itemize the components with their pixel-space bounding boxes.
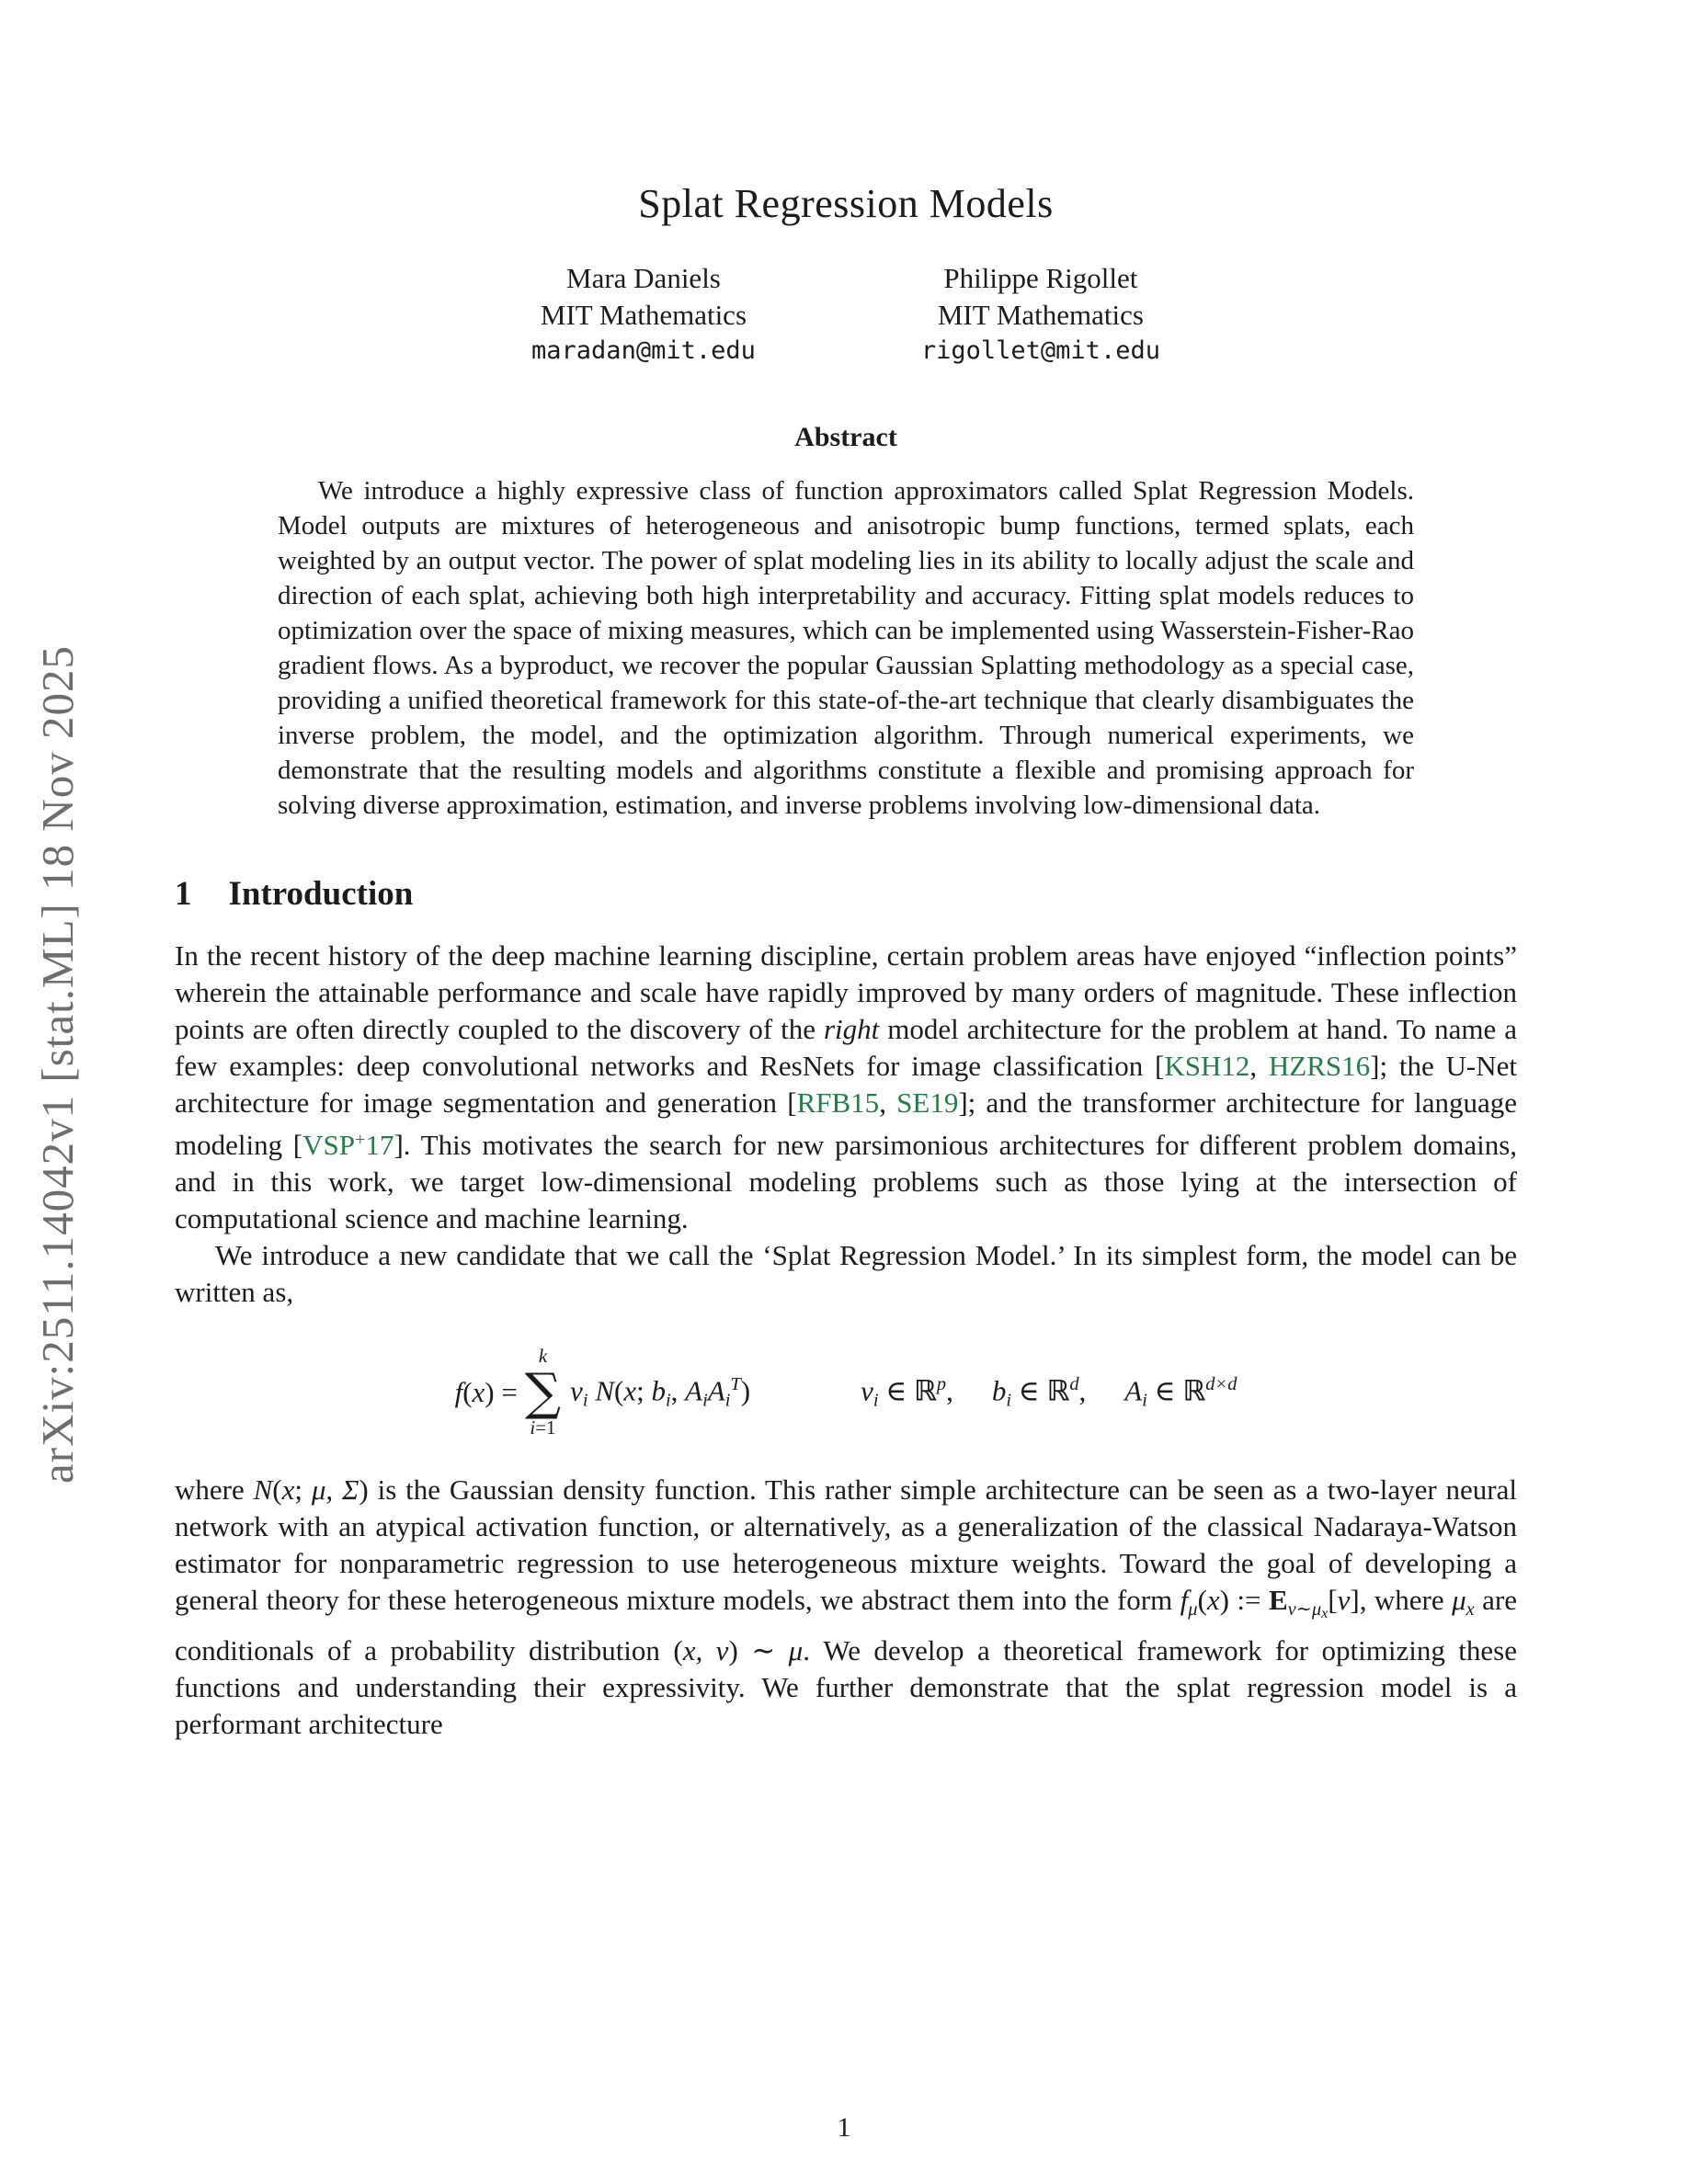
text-segment: , [1249, 1050, 1269, 1082]
paper-content [175, 0, 1517, 1743]
text-segment: x [281, 1473, 295, 1507]
summation-symbol [525, 1346, 561, 1439]
text-segment: v [861, 1373, 873, 1406]
text-segment: ]; and the transformer architecture for language modeling [ [175, 1086, 1518, 1162]
author-affiliation: MIT Mathematics [540, 299, 747, 331]
text-segment: , [879, 1086, 897, 1119]
text-segment: x [472, 1375, 485, 1408]
text-segment: where [175, 1473, 254, 1507]
text-segment: i [1142, 1390, 1147, 1410]
intro-paragraph-3 [175, 1472, 1517, 1743]
text-segment: d×d [1205, 1373, 1237, 1394]
splat-model-equation [175, 1346, 1517, 1439]
text-segment: v [1337, 1584, 1351, 1617]
page-number: 1 [837, 2112, 851, 2143]
text-segment: ] [1350, 1584, 1360, 1617]
sigma-icon: ∑ [524, 1362, 562, 1422]
text-segment: f [1180, 1584, 1189, 1617]
text-segment: ]. This motivates the search for new parsimonious architectures for different problem domains, and in this work, we target low-dimensional modeling problems such as those lying at the intersection of computational science and machine learning. [175, 1129, 1518, 1235]
text-segment: ( [462, 1375, 473, 1408]
text-segment: ; [294, 1473, 312, 1507]
author-email: maradan@mit.edu [531, 336, 756, 365]
text-segment: b [991, 1373, 1007, 1406]
section-heading-introduction [175, 874, 1517, 914]
citation-link[interactable]: HZRS16 [1268, 1050, 1371, 1082]
text-segment: ) = [485, 1375, 518, 1408]
intro-paragraph-2 [175, 1237, 1517, 1311]
equation-term [570, 1374, 750, 1411]
citation-link[interactable]: RFB15 [796, 1086, 880, 1119]
equation-lhs [455, 1376, 518, 1409]
text-segment: i [665, 1390, 671, 1410]
arxiv-watermark: arXiv:2511.14042v1 [stat.ML] 18 Nov 2025 [32, 645, 83, 1484]
text-segment: ) ∼ [728, 1634, 789, 1667]
text-segment: v [570, 1373, 583, 1406]
text-segment: ∈ [1146, 1373, 1183, 1406]
text-segment: i [1006, 1390, 1012, 1410]
text-segment: μ [1188, 1599, 1198, 1621]
text-segment: i [582, 1390, 588, 1410]
text-segment: μ [788, 1634, 804, 1667]
text-segment: are conditionals of a probability distribution [175, 1584, 1518, 1667]
text-segment: x [623, 1373, 637, 1406]
paper-title: Splat Regression Models [638, 181, 1054, 226]
text-segment: A [685, 1373, 703, 1406]
citation-link[interactable]: KSH12 [1164, 1050, 1250, 1082]
text-segment: ℝ [914, 1373, 937, 1407]
text-segment: ) := [1219, 1584, 1269, 1617]
author-affiliation: MIT Mathematics [937, 299, 1144, 331]
equation-main [455, 1346, 751, 1439]
author-name: Philippe Rigollet [943, 262, 1138, 294]
text-segment: x [1321, 1606, 1329, 1622]
text-segment: right [823, 1013, 880, 1045]
author-1 [531, 260, 756, 369]
text-segment: i [702, 1390, 708, 1410]
author-block [175, 260, 1517, 369]
abstract-section [278, 422, 1414, 823]
citation-link[interactable]: + [354, 1130, 366, 1150]
text-segment: i [530, 1416, 536, 1439]
text-segment: N [253, 1473, 273, 1507]
text-segment: . We develop a theoretical framework for optimizing these functions and understanding their expressivity. We further demonstrate that the splat regression model is a performant architecture [175, 1634, 1517, 1741]
citation-link[interactable]: 17 [365, 1129, 394, 1162]
text-segment: ℝ [1046, 1373, 1070, 1407]
text-segment: ∈ [878, 1373, 915, 1406]
author-name: Mara Daniels [566, 262, 721, 294]
text-segment: We introduce a new candidate that we call the ‘Splat Regression Model.’ In its simplest form, the model can be written as, [175, 1239, 1517, 1309]
intro-paragraph-1 [175, 938, 1517, 1237]
text-segment: μ, Σ [311, 1473, 359, 1507]
sum-lower-limit [530, 1417, 555, 1439]
citation-link[interactable]: VSP [302, 1129, 355, 1162]
text-segment: model architecture for the problem at hand. To name a few examples: deep convolutional networks and ResNets for image classification [ [175, 1013, 1517, 1082]
text-segment: =1 [535, 1416, 556, 1439]
text-segment: N [595, 1373, 614, 1406]
text-segment: x [1206, 1584, 1220, 1617]
equation-constraints [861, 1374, 1237, 1411]
text-segment: d [1069, 1373, 1079, 1394]
text-segment: ( [272, 1473, 282, 1507]
text-segment: A [707, 1373, 725, 1406]
text-segment: , [670, 1373, 686, 1406]
text-segment: is the Gaussian density function. This rather simple architecture can be seen as a two-layer neural network with an atypical activation function, or alternatively, as a generalization of the classical Nadaraya-Watson estimator for nonparametric regression to use heterogeneous mixture weights. Toward the goal of developing a general theory for these heterogeneous mixture models, we abstract them into the form [175, 1473, 1517, 1617]
text-segment: p [936, 1373, 947, 1394]
text-segment: ( [673, 1634, 683, 1667]
text-segment: , [946, 1373, 953, 1406]
text-segment: x, v [682, 1634, 729, 1667]
author-email: rigollet@mit.edu [920, 336, 1160, 365]
author-2 [921, 260, 1160, 369]
section-number: 1 [175, 875, 192, 913]
text-segment: In the recent history of the deep machine learning discipline, certain problem areas have enjoyed “inflection points” wherein the attainable performance and scale have rapidly improved by many orders of magnitude. These inflection points are often directly coupled to the discovery of the [175, 939, 1517, 1045]
text-segment: f [454, 1375, 463, 1408]
text-segment: A [1124, 1373, 1143, 1406]
text-segment: ℝ [1182, 1373, 1206, 1407]
text-segment: T [730, 1373, 741, 1394]
text-segment: ) [359, 1473, 369, 1507]
text-segment: i [724, 1390, 731, 1410]
text-segment: ∈ [1011, 1373, 1047, 1406]
text-segment: x [1466, 1599, 1475, 1621]
citation-link[interactable]: SE19 [896, 1086, 959, 1119]
text-segment: , where [1359, 1584, 1453, 1617]
abstract-text: We introduce a highly expressive class of function approximators called Splat Regression Models. Model outputs are mixtures of heterogeneous and anisotropic bump functions, termed splats, each weighted by an output vector. The power of splat modeling lies in its ability to locally adjust the scale and direction of each splat, achieving both high interpretability and accuracy. Fitting splat models reduces to optimization over the space of mixing measures, which can be implemented using Wasserstein-Fisher-Rao gradient flows. As a byproduct, we recover the popular Gaussian Splatting methodology as a special case, providing a unified theoretical framework for this state-of-the-art technique that clearly disambiguates the inverse problem, the model, and the optimization algorithm. Through numerical experiments, we demonstrate that the resulting models and algorithms constitute a flexible and promising approach for solving diverse approximation, estimation, and inverse problems involving low-dimensional data. [278, 476, 1414, 820]
text-segment: b [651, 1373, 666, 1406]
text-segment: [ [1328, 1584, 1338, 1617]
abstract-heading: Abstract [794, 422, 897, 452]
text-segment: ( [614, 1373, 624, 1406]
text-segment: ]; the U-Net architecture for image segmentation and generation [ [175, 1050, 1517, 1119]
section-title: Introduction [228, 875, 414, 913]
text-segment: i [873, 1390, 879, 1410]
text-segment: μ [1452, 1584, 1466, 1617]
text-segment: k [538, 1345, 548, 1368]
text-segment: ( [1197, 1584, 1207, 1617]
text-segment: , [1078, 1373, 1087, 1406]
text-segment: v∼μ [1287, 1599, 1322, 1621]
text-segment: E [1268, 1584, 1288, 1617]
text-segment: ; [636, 1373, 652, 1406]
text-segment: ) [740, 1373, 751, 1406]
